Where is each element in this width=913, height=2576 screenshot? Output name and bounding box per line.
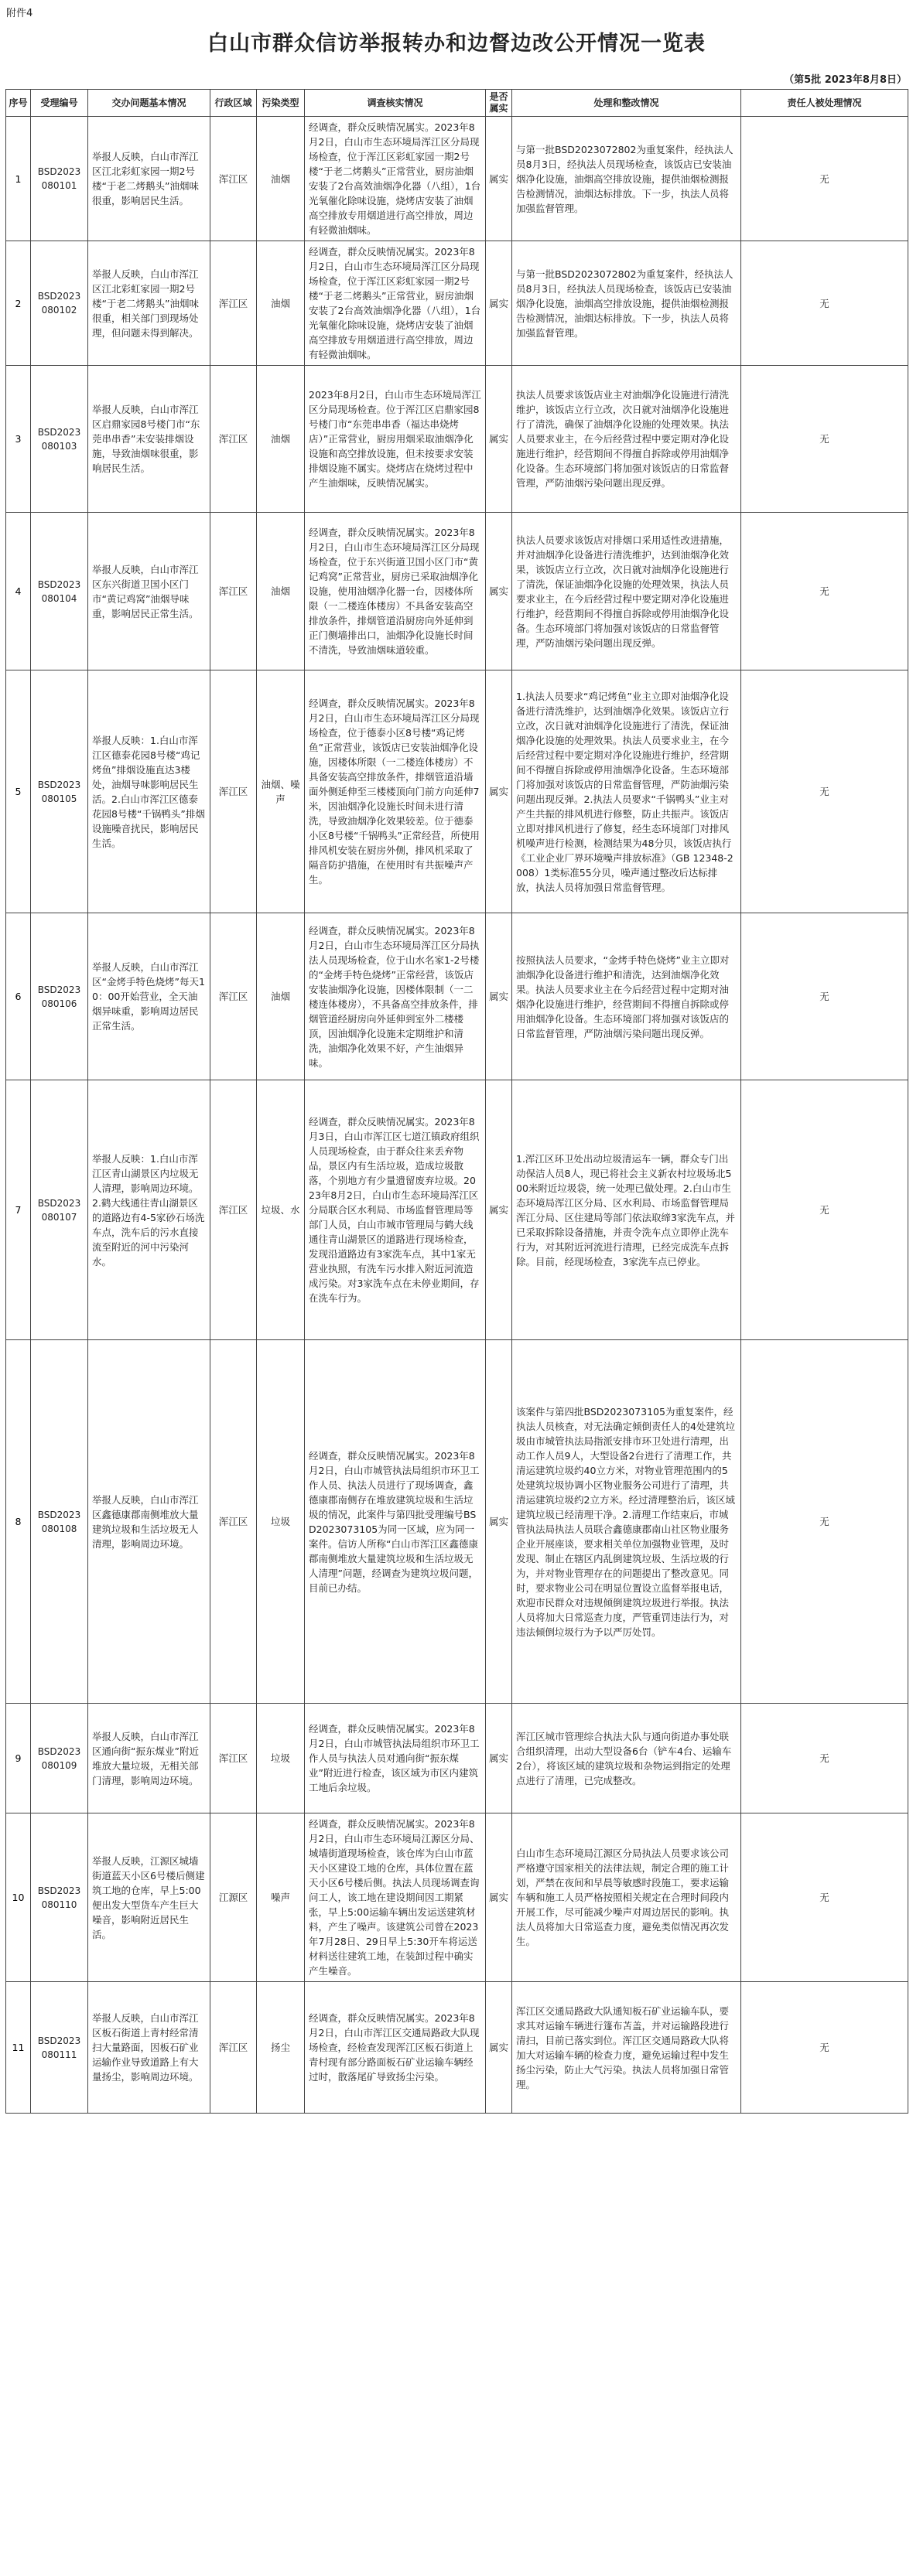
row-code: BSD2023080104	[31, 513, 88, 670]
table-row	[6, 513, 908, 670]
row-area: 浑江区	[210, 1704, 257, 1813]
row-accountability: 无	[741, 1080, 908, 1340]
row-handling: 执法人员要求该饭店对排烟口采用适性改进措施，并对油烟净化设备进行清洗维护，达到油烟净化效果，该饭店立行立改，次日就对油烟净化设施进行了清洗，保证油烟净化设施的处理效果，执法人员要求业主，在今后经营过程中要定期对净化设施进行维护，经营期间不得擅自拆除或停用油烟净化设备。生态环境部门将加强对该饭店的日常监督管理，严防油烟污染问题出现反弹。	[512, 513, 741, 670]
row-code: BSD2023080103	[31, 366, 88, 513]
row-code: BSD2023080110	[31, 1813, 88, 1982]
batch-info: （第5批 2023年8月8日）	[784, 74, 907, 86]
row-content: 举报人反映：1.白山市浑江区德泰花园8号楼“鸡记烤鱼”排烟设施直达3楼处，油烟导味影响居民生活。2.白山市浑江区德泰花园8号楼“千锅鸭头”排烟设施噪音扰民，影响居民生活。	[88, 670, 210, 913]
table-row	[6, 1813, 908, 1982]
row-accountability: 无	[741, 366, 908, 513]
row-type: 油烟	[257, 117, 305, 241]
row-type: 油烟	[257, 513, 305, 670]
row-handling: 执法人员要求该饭店业主对油烟净化设施进行清洗维护，该饭店立行立改，次日就对油烟净化设施进行了清洗，确保了油烟净化设施的处理效果。执法人员要求业主，在今后经营过程中要定期对净化设施进行维护，经营期间不得擅自拆除或停用油烟净化设备。生态环境部门将加强对该饭店的日常监督管理，严防油烟污染问题出现反弹。	[512, 366, 741, 513]
row-content: 举报人反映，白山市浑江区“金烤手特色烧烤”每天10：00开始营业，全天油烟异味重，影响周边居民正常生活。	[88, 913, 210, 1080]
row-accountability: 无	[741, 513, 908, 670]
row-handling: 浑江区城市管理综合执法大队与通向街道办事处联合组织清理，出动大型设备6台（铲车4台、运输车2台），将该区域的建筑垃圾和杂物运到指定的处理点进行了清理，已完成整改。	[512, 1704, 741, 1813]
header-code: 受理编号	[31, 90, 88, 117]
row-accountability: 无	[741, 1982, 908, 2114]
row-no: 5	[6, 670, 31, 913]
row-investigation: 经调查，群众反映情况属实。2023年8月2日，白山市城管执法局组织市环卫工作人员与执法人员对通向街“振东煤业”附近进行检查，该区域为市区内建筑工地后余垃圾。	[305, 1704, 486, 1813]
row-area: 浑江区	[210, 513, 257, 670]
row-code: BSD2023080105	[31, 670, 88, 913]
row-no: 8	[6, 1340, 31, 1704]
row-handling: 按照执法人员要求，“金烤手特色烧烤”业主立即对油烟净化设备进行维护和清洗，达到油烟净化效果。执法人员要求业主在今后经营过程中定期对油烟净化设施进行维护，经营期间不得擅自拆除或停用油烟净化设备。生态环境部门将加强对该饭店的日常监督管理，严防油烟污染问题出现反弹。	[512, 913, 741, 1080]
row-handling: 该案件与第四批BSD2023073105为重复案件，经执法人员核查，对无法确定倾倒责任人的4处建筑垃圾由市城管执法局指派安排市环卫处进行清理，出动工作人员9人，大型设备2台进行了清理工作，共清运建筑垃圾约40立方米，对物业管理范围内的5处建筑垃圾协调小区物业服务公司进行了清理，共清运建筑垃圾约2立方米。经过清理整治后，该区域建筑垃圾已经清理干净。2.清理工作结束后，市城管执法局执法人员联合鑫德康郡南山社区物业服务企业开展座谈，要求相关单位加强物业管理，及时发现、制止在辖区内乱倒建筑垃圾、生活垃圾的行为，并对物业管理存在的问题提出了整改意见。同时，要求物业公司在明显位置设立监督举报电话，欢迎市民群众对违规倾倒建筑垃圾进行举报。执法人员将加大日常巡查力度，严管重罚违法行为，对违法倾倒垃圾行为予以严厉处罚。	[512, 1340, 741, 1704]
row-area: 浑江区	[210, 366, 257, 513]
row-investigation: 经调查，群众反映情况属实。2023年8月2日，白山市浑江区交通局路政大队现场检查，经检查发现浑江区板石街道上青村现有部分路面板石矿业运输车辆经过时，散落尾矿导致扬尘污染。	[305, 1982, 486, 2114]
row-handling: 白山市生态环境局江源区分局执法人员要求该公司严格遵守国家相关的法律法规，制定合理的施工计划，严禁在夜间和早晨等敏感时段施工，要求运输车辆和施工人员严格按照相关规定在合理时间段内开展工作，尽可能减少噪声对周边居民的影响。执法人员将加大日常巡查力度，避免类似情况再次发生。	[512, 1813, 741, 1982]
row-verified: 属实	[486, 670, 512, 913]
row-accountability: 无	[741, 241, 908, 366]
table-row	[6, 366, 908, 513]
row-area: 江源区	[210, 1813, 257, 1982]
row-content: 举报人反映，白山市浑江区启鼎家园8号楼门市“东莞串串香”未安装排烟设施，导致油烟味很重，影响居民生活。	[88, 366, 210, 513]
header-no: 序号	[6, 90, 31, 117]
row-investigation: 2023年8月2日，白山市生态环境局浑江区分局现场检查。位于浑江区启鼎家园8号楼门市“东莞串串香（福达串烧烤店）”正常营业，厨房用烟采取油烟净化设施和高空排放设施，但未按要求安装排烟设施不属实。烧烤店在烧烤过程中产生油烟味，反映情况属实。	[305, 366, 486, 513]
row-accountability: 无	[741, 913, 908, 1080]
table-row	[6, 1982, 908, 2114]
row-type: 垃圾	[257, 1340, 305, 1704]
row-type: 油烟	[257, 913, 305, 1080]
row-verified: 属实	[486, 1982, 512, 2114]
row-handling: 1.浑江区环卫处出动垃圾清运车一辆，群众专门出动保洁人员8人，现已将社会主义新农村垃圾场北500米附近垃圾袋，统一处理已做处理。2.白山市生态环境局浑江区分局、区水利局、市场监督管理局浑江分局、区住建局等部门依法取缔3家洗车点，并已采取拆除设备措施，并责令洗车点立即停止洗车行为，对其附近河流进行清理，已经完成洗车点拆除。目前，经现场检查，3家洗车点已停业。	[512, 1080, 741, 1340]
row-type: 垃圾	[257, 1704, 305, 1813]
row-code: BSD2023080101	[31, 117, 88, 241]
row-code: BSD2023080111	[31, 1982, 88, 2114]
row-investigation: 经调查，群众反映情况属实。2023年8月2日，白山市生态环境局浑江区分局现场检查，位于浑江区彩虹家园一期2号楼“于老二烤鹅头”正常营业，厨房油烟安装了2台高效油烟净化器（八组），1台光氧催化除味设施，烧烤店安装了油烟高空排放专用烟道进行高空排放，周边有轻微油烟味。	[305, 241, 486, 366]
table-row	[6, 670, 908, 913]
row-investigation: 经调查，群众反映情况属实。2023年8月2日，白山市生态环境局浑江区分局执法人员现场检查，位于山水名家1-2号楼的“金烤手特色烧烤”正常经营，该饭店安装油烟净化设施，因楼体限制（一二楼连体楼房），不具备高空排放条件，排烟管道经厨房向外延伸到室外二楼楼顶，因油烟净化设施未定期维护和清洗，油烟净化效果不好，产生油烟异味。	[305, 913, 486, 1080]
row-accountability: 无	[741, 1340, 908, 1704]
row-no: 4	[6, 513, 31, 670]
row-content: 举报人反映，白山市浑江区板石街道上青村经常清扫大量路面，因板石矿业运输作业导致道路上有大量扬尘，影响周边环境。	[88, 1982, 210, 2114]
row-no: 2	[6, 241, 31, 366]
row-content: 举报人反映，白山市浑江区鑫德康郡南侧堆放大量建筑垃圾和生活垃圾无人清理，影响周边环境。	[88, 1340, 210, 1704]
row-verified: 属实	[486, 913, 512, 1080]
row-verified: 属实	[486, 1813, 512, 1982]
row-code: BSD2023080106	[31, 913, 88, 1080]
row-content: 举报人反映，白山市浑江区江北彩虹家园一期2号楼“于老二烤鹅头”油烟味很重，相关部门到现场处理，但问题未得到解决。	[88, 241, 210, 366]
table-header-row	[6, 90, 908, 117]
row-type: 噪声	[257, 1813, 305, 1982]
row-handling: 与第一批BSD2023072802为重复案件，经执法人员8月3日，经执法人员现场检查，该饭店已安装油烟净化设施，油烟高空排放设施，提供油烟检测报告检测情况，油烟达标排放。下一步，执法人员将加强监督管理。	[512, 241, 741, 366]
header-content: 交办问题基本情况	[88, 90, 210, 117]
table-row	[6, 1340, 908, 1704]
row-investigation: 经调查，群众反映情况属实。2023年8月3日，白山市浑江区七道江镇政府组织人员现场检查，由于群众往来丢弃物品，景区内有生活垃圾，造成垃圾散落，个别地方有少量遗留废弃垃圾。2023年8月2日，白山市生态环境局浑江区分局联合区水利局、市场监督管理局等部门人员，白山市城市管理局与鹤大线通往青山湖景区的道路进行现场检查，发现沿道路边有3家洗车点，其中1家无营业执照，有洗车污水排入附近河流造成污染。对3家洗车点在未停业期间，存在洗车行为。	[305, 1080, 486, 1340]
row-verified: 属实	[486, 241, 512, 366]
row-type: 垃圾、水	[257, 1080, 305, 1340]
row-handling: 1.执法人员要求“鸡记烤鱼”业主立即对油烟净化设备进行清洗维护，达到油烟净化效果。该饭店立行立改，次日就对油烟净化设施进行了清洗，保证油烟净化设施的处理效果。执法人员要求业主，在今后经营过程中要定期对净化设施进行维护，经营期间不得擅自拆除或停用油烟净化设备。生态环境部门将加强对该饭店的日常监督管理，严防油烟污染问题出现反弹。2.执法人员要求“千锅鸭头”业主对产生共振的排风机进行修整，防止共振声。该饭店立即对排风机进行了修复，经生态环境部门对排风机噪声进行检测，检测结果为48分贝，该饭店执行《工业企业厂界环境噪声排放标准》（GB 12348-2008）1类标准55分贝，噪声通过整改后达标排放，执法人员将加强日常监督管理。	[512, 670, 741, 913]
page-title: 白山市群众信访举报转办和边督边改公开情况一览表	[207, 32, 706, 56]
table-row	[6, 241, 908, 366]
row-verified: 属实	[486, 1080, 512, 1340]
table-row	[6, 117, 908, 241]
header-verified: 是否属实	[486, 90, 512, 117]
row-verified: 属实	[486, 117, 512, 241]
row-no: 6	[6, 913, 31, 1080]
row-code: BSD2023080109	[31, 1704, 88, 1813]
petition-table	[5, 89, 908, 2114]
row-area: 浑江区	[210, 1340, 257, 1704]
row-content: 举报人反映，白山市浑江区通向街“振东煤业”附近堆放大量垃圾，无相关部门清理，影响周边环境。	[88, 1704, 210, 1813]
row-code: BSD2023080107	[31, 1080, 88, 1340]
table-row	[6, 1704, 908, 1813]
row-investigation: 经调查，群众反映情况属实。2023年8月2日，白山市城管执法局组织市环卫工作人员、执法人员进行了现场调查，鑫德康郡南侧存在堆放建筑垃圾和生活垃圾的情况，此案件与第四批受理编号BSD2023073105为同一区域，应为同一案件。信访人所称“白山市浑江区鑫德康郡南侧堆放大量建筑垃圾和生活垃圾无人清理”问题，经调查为建筑垃圾问题，目前已办结。	[305, 1340, 486, 1704]
row-no: 3	[6, 366, 31, 513]
row-type: 油烟、噪声	[257, 670, 305, 913]
row-content: 举报人反映，白山市浑江区东兴街道卫国小区门市“黄记鸡窝”油烟导味重，影响居民正常生活。	[88, 513, 210, 670]
row-accountability: 无	[741, 1813, 908, 1982]
row-investigation: 经调查，群众反映情况属实。2023年8月2日，白山市生态环境局浑江区分局现场检查，位于浑江区彩虹家园一期2号楼“于老二烤鹅头”正常营业，厨房油烟安装了2台高效油烟净化器（八组），1台光氧催化除味设施，烧烤店安装了油烟高空排放专用烟道进行高空排放，周边有轻微油烟味。	[305, 117, 486, 241]
row-area: 浑江区	[210, 670, 257, 913]
attachment-label: 附件4	[6, 8, 33, 19]
header-handling: 处理和整改情况	[512, 90, 741, 117]
row-investigation: 经调查，群众反映情况属实。2023年8月2日，白山市生态环境局浑江区分局现场检查，位于东兴街道卫国小区门市“黄记鸡窝”正常营业，厨房已采取油烟净化设施，使用油烟净化器一台，因楼体所限（一二楼连体楼房）不具备安装高空排放条件，排烟管道沿厨房向外延伸到正门侧墙排出口，油烟净化设施长时间不清洗，导致油烟味道较重。	[305, 513, 486, 670]
row-no: 9	[6, 1704, 31, 1813]
row-no: 7	[6, 1080, 31, 1340]
row-area: 浑江区	[210, 1982, 257, 2114]
row-investigation: 经调查，群众反映情况属实。2023年8月2日，白山市生态环境局江源区分局、城墙街道现场检查，该仓库为白山市蓝天小区建设工地的仓库，具体位置在蓝天小区6号楼后侧。执法人员现场调查询问工人，该工地在建设期间因工期紧张，早上5:00运输车辆出发运送建筑材料，产生了噪声。该建筑公司曾在2023年7月28日、29日早上5:30开车将运送材料送往建筑工地，在装卸过程中确实产生噪音。	[305, 1813, 486, 1982]
row-verified: 属实	[486, 366, 512, 513]
row-no: 10	[6, 1813, 31, 1982]
row-handling: 浑江区交通局路政大队通知板石矿业运输车队，要求其对运输车辆进行篷布苫盖，并对运输路段进行清扫，目前已落实到位。浑江区交通局路政大队将加大对运输车辆的检查力度，避免运输过程中发生扬尘污染，防止大气污染。执法人员将加强日常管理。	[512, 1982, 741, 2114]
row-code: BSD2023080108	[31, 1340, 88, 1704]
row-investigation: 经调查，群众反映情况属实。2023年8月2日，白山市生态环境局浑江区分局现场检查，位于德泰小区8号楼“鸡记烤鱼”正常营业，该饭店已安装油烟净化设施，因楼体所限（一二楼连体楼房）不具备安装高空排放条件，排烟管道沿墙面外侧延伸至三楼楼顶向门前方向延伸7米，因油烟净化设施长时间未进行清洗，导致油烟净化效果较差。位于德泰小区8号楼“千锅鸭头”正常经营，所使用排风机安装在厨房外侧，排风机采取了隔音防护措施，在使用时有共振噪声产生。	[305, 670, 486, 913]
row-content: 举报人反映：1.白山市浑江区青山湖景区内垃圾无人清理，影响周边环境。2.鹤大线通往青山湖景区的道路边有4-5家砂石场洗车点，洗车后的污水直接流至附近的河中污染河水。	[88, 1080, 210, 1340]
row-area: 浑江区	[210, 913, 257, 1080]
row-accountability: 无	[741, 1704, 908, 1813]
table-row	[6, 913, 908, 1080]
row-code: BSD2023080102	[31, 241, 88, 366]
row-content: 举报人反映，江源区城墙街道蓝天小区6号楼后侧建筑工地的仓库，早上5:00便出发大型货车产生巨大噪音，影响附近居民生活。	[88, 1813, 210, 1982]
row-area: 浑江区	[210, 241, 257, 366]
row-type: 油烟	[257, 241, 305, 366]
row-type: 扬尘	[257, 1982, 305, 2114]
row-area: 浑江区	[210, 117, 257, 241]
header-investigation: 调查核实情况	[305, 90, 486, 117]
row-type: 油烟	[257, 366, 305, 513]
row-accountability: 无	[741, 117, 908, 241]
row-no: 1	[6, 117, 31, 241]
header-accountability: 责任人被处理情况	[741, 90, 908, 117]
row-area: 浑江区	[210, 1080, 257, 1340]
header-area: 行政区域	[210, 90, 257, 117]
row-no: 11	[6, 1982, 31, 2114]
table-row	[6, 1080, 908, 1340]
header-type: 污染类型	[257, 90, 305, 117]
row-handling: 与第一批BSD2023072802为重复案件，经执法人员8月3日，经执法人员现场检查，该饭店已安装油烟净化设施，油烟高空排放设施，提供油烟检测报告检测情况，油烟达标排放。下一步，执法人员将加强监督管理。	[512, 117, 741, 241]
row-verified: 属实	[486, 1704, 512, 1813]
row-content: 举报人反映，白山市浑江区江北彩虹家园一期2号楼“于老二烤鹅头”油烟味很重，影响居民生活。	[88, 117, 210, 241]
row-verified: 属实	[486, 513, 512, 670]
row-verified: 属实	[486, 1340, 512, 1704]
row-accountability: 无	[741, 670, 908, 913]
